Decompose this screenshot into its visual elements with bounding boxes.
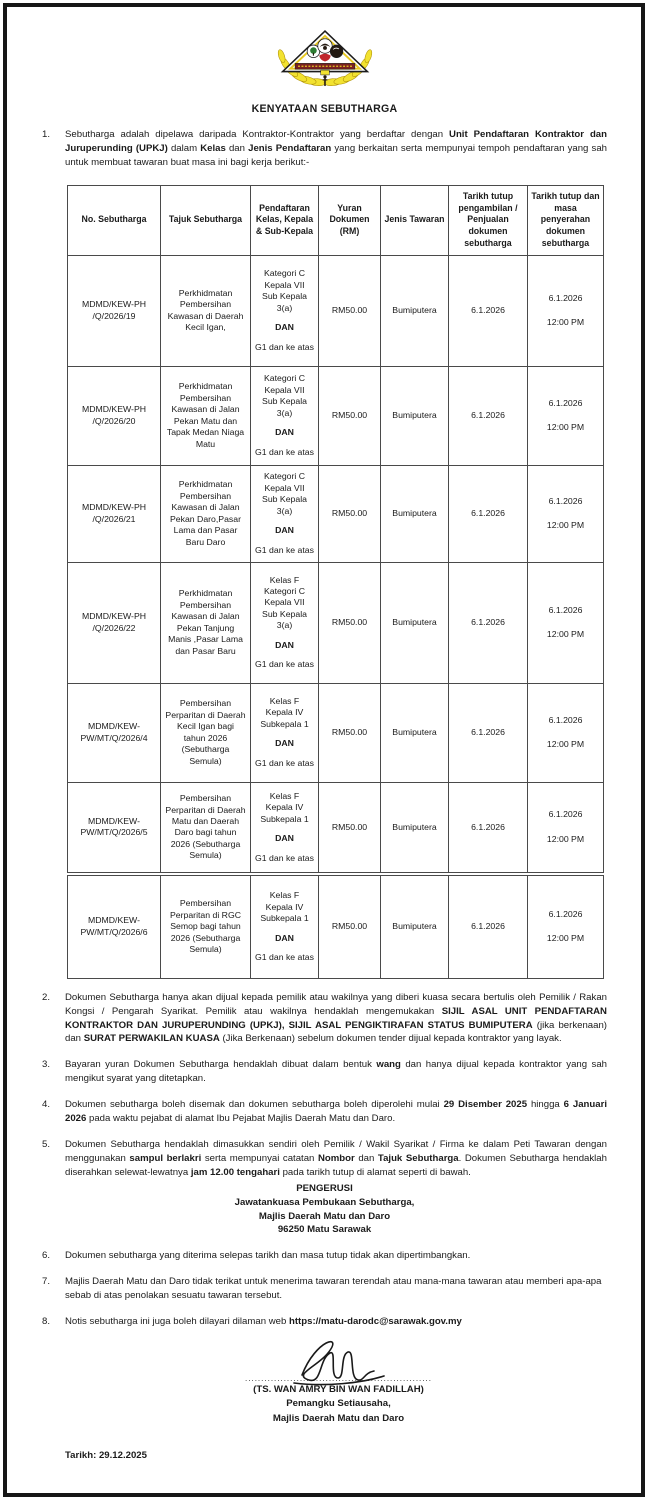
cell-no-sebutharga: MDMD/KEW-PH /Q/2026/20 <box>68 366 161 465</box>
column-header: Jenis Tawaran <box>381 185 449 255</box>
table-row <box>68 562 604 683</box>
note-item-5 <box>42 1138 607 1180</box>
intro-text: Sebutharga adalah dipelawa daripada Kontraktor-Kontraktor yang berdaftar dengan Unit Pendaftaran Kontraktor dan Juruperunding (UPKJ) dalam Kelas dan Jenis Pendaftaran yang berkaitan serta mempunyai tempoh pendaftaran yang sah untuk membuat tawaran buat masa ini bagi kerja berikut:- <box>65 129 607 168</box>
intro-number: 1. <box>42 129 51 140</box>
cell-tarikh-penyerahan: 6.1.2026 12:00 PM <box>528 255 604 366</box>
note-text: Dokumen Sebutharga hendaklah dimasukkan sendiri oleh Pemilik / Wakil Syarikat / Firma ke dalam Peti Tawaran dengan menggunakan sampul berlakri serta mempunyai catatan Nombor dan Tajuk Sebutharga. Dokumen Sebutharga hendaklah diserahkan selewat-lewatnya jam 12.00 tengahari pada tarikh tutup di alamat seperti di bawah. <box>65 1138 607 1178</box>
cell-yuran-dokumen: RM50.00 <box>319 782 381 874</box>
note-number: 8. <box>42 1316 51 1328</box>
cell-jenis-tawaran: Bumiputera <box>381 465 449 562</box>
table-row <box>68 683 604 782</box>
note-item-7 <box>42 1275 607 1303</box>
cell-pendaftaran-kelas: Kategori C Kepala VII Sub Kepala 3(a) DAN G1 dan ke atas <box>251 366 319 465</box>
cell-no-sebutharga: MDMD/KEW- PW/MT/Q/2026/4 <box>68 683 161 782</box>
page-title: KENYATAAN SEBUTHARGA <box>251 103 398 115</box>
cell-tarikh-penyerahan: 6.1.2026 12:00 PM <box>528 782 604 874</box>
cell-tajuk-sebutharga: Perkhidmatan Pembersihan Kawasan di Jalan Pekan Tanjung Manis ,Pasar Lama dan Pasar Baru <box>161 562 251 683</box>
cell-tarikh-penyerahan: 6.1.2026 12:00 PM <box>528 465 604 562</box>
date-label: Tarikh: 29.12.2025 <box>65 1450 147 1462</box>
cell-no-sebutharga: MDMD/KEW-PH /Q/2026/21 <box>68 465 161 562</box>
intro-item <box>42 128 607 170</box>
cell-tarikh-tutup-pengambilan: 6.1.2026 <box>449 874 528 978</box>
signatory-organisation: Majlis Daerah Matu dan Daro <box>272 1412 405 1424</box>
table-header-row <box>68 185 604 255</box>
cell-yuran-dokumen: RM50.00 <box>319 874 381 978</box>
column-header: Tarikh tutup pengambilan / Penjualan dokumen sebutharga <box>449 185 528 255</box>
note-number: 7. <box>42 1276 51 1288</box>
cell-tarikh-penyerahan: 6.1.2026 12:00 PM <box>528 874 604 978</box>
motto-banner-icon <box>295 63 355 75</box>
cell-tarikh-penyerahan: 6.1.2026 12:00 PM <box>528 562 604 683</box>
cell-pendaftaran-kelas: Kategori C Kepala VII Sub Kepala 3(a) DAN G1 dan ke atas <box>251 465 319 562</box>
cell-tarikh-tutup-pengambilan: 6.1.2026 <box>449 366 528 465</box>
cell-jenis-tawaran: Bumiputera <box>381 874 449 978</box>
quotation-table <box>67 185 604 979</box>
cell-no-sebutharga: MDMD/KEW-PH /Q/2026/22 <box>68 562 161 683</box>
cell-yuran-dokumen: RM50.00 <box>319 255 381 366</box>
column-header: Tajuk Sebutharga <box>161 185 251 255</box>
note-text: Notis sebutharga ini juga boleh dilayari dilaman web https://matu-darodc@sarawak.gov.my <box>65 1316 462 1328</box>
cell-yuran-dokumen: RM50.00 <box>319 562 381 683</box>
note-text: Dokumen sebutharga boleh disemak dan dokumen sebutharga boleh diperolehi mulai 29 Disember 2025 hingga 6 Januari 2026 pada waktu pejabat di alamat Ibu Pejabat Majlis Daerah Matu dan Daro. <box>65 1099 607 1125</box>
signatory-role: Pemangku Setiausaha, <box>286 1398 391 1410</box>
address-line: 96250 Matu Sarawak <box>277 1224 372 1236</box>
table-row <box>68 874 604 978</box>
note-item-6 <box>42 1249 607 1263</box>
note-item-8 <box>42 1315 607 1329</box>
note-number: 6. <box>42 1250 51 1262</box>
note-text: Bayaran yuran Dokumen Sebutharga hendaklah dibuat dalam bentuk wang dan hanya dijual kepada kontraktor yang sah mengikut syarat yang ditetapkan. <box>65 1059 607 1085</box>
signature-block <box>56 1333 621 1426</box>
column-header: No. Sebutharga <box>68 185 161 255</box>
note-item-4 <box>42 1098 607 1126</box>
council-crest-logo <box>272 28 378 92</box>
cell-jenis-tawaran: Bumiputera <box>381 366 449 465</box>
note-item-2 <box>42 991 607 1047</box>
cell-tarikh-tutup-pengambilan: 6.1.2026 <box>449 465 528 562</box>
note-text: Majlis Daerah Matu dan Daro tidak terikat untuk menerima tawaran terendah atau mana-mana tawaran atau memberi apa-apa sebab di atas penolakan sesuatu tawaran tersebut. <box>65 1276 602 1302</box>
cell-tajuk-sebutharga: Perkhidmatan Pembersihan Kawasan di Jalan Pekan Daro,Pasar Lama dan Pasar Baru Daro <box>161 465 251 562</box>
cell-no-sebutharga: MDMD/KEW- PW/MT/Q/2026/5 <box>68 782 161 874</box>
cell-jenis-tawaran: Bumiputera <box>381 683 449 782</box>
cell-tajuk-sebutharga: Pembersihan Perparitan di Daerah Matu dan Daerah Daro bagi tahun 2026 (Sebutharga Semula) <box>161 782 251 874</box>
note-number: 3. <box>42 1059 51 1071</box>
note-number: 5. <box>42 1138 51 1150</box>
notes-list <box>42 991 607 1329</box>
cell-tarikh-tutup-pengambilan: 6.1.2026 <box>449 782 528 874</box>
cell-yuran-dokumen: RM50.00 <box>319 366 381 465</box>
note-number: 2. <box>42 991 51 1003</box>
signatory-name: (TS. WAN AMRY BIN WAN FADILLAH) <box>253 1383 424 1395</box>
dotted-signature-line: .......................................................... <box>245 1373 432 1383</box>
cell-jenis-tawaran: Bumiputera <box>381 562 449 683</box>
cell-jenis-tawaran: Bumiputera <box>381 255 449 366</box>
note-text: Dokumen sebutharga yang diterima selepas tarikh dan masa tutup tidak akan dipertimbangkan. <box>65 1250 471 1262</box>
cell-tarikh-penyerahan: 6.1.2026 12:00 PM <box>528 366 604 465</box>
cell-tarikh-tutup-pengambilan: 6.1.2026 <box>449 683 528 782</box>
cell-tajuk-sebutharga: Pembersihan Perparitan di Daerah Kecil Igan bagi tahun 2026 (Sebutharga Semula) <box>161 683 251 782</box>
cell-tarikh-tutup-pengambilan: 6.1.2026 <box>449 562 528 683</box>
cell-tarikh-tutup-pengambilan: 6.1.2026 <box>449 255 528 366</box>
cell-pendaftaran-kelas: Kelas F Kepala IV Subkepala 1 DAN G1 dan ke atas <box>251 782 319 874</box>
cell-tarikh-penyerahan: 6.1.2026 12:00 PM <box>528 683 604 782</box>
cell-tajuk-sebutharga: Pembersihan Perparitan di RGC Semop bagi tahun 2026 (Sebutharga Semula) <box>161 874 251 978</box>
column-header: Pendaftaran Kelas, Kepala & Sub-Kepala <box>251 185 319 255</box>
cell-tajuk-sebutharga: Perkhidmatan Pembersihan Kawasan di Daerah Kecil Igan, <box>161 255 251 366</box>
note-text: Dokumen Sebutharga hanya akan dijual kepada pemilik atau wakilnya yang diberi kuasa secara bertulis oleh Pemilik / Rakan Kongsi / Pengarah Syarikat. Pemilik atau wakilnya hendaklah mengemukakan SIJIL ASAL UNIT PENDAFTARAN KONTRAKTOR DAN JURUPERUNDING (UPKJ), SIJIL ASAL PENGIKTIRAFAN STATUS BUMIPUTERA (jika berkenaan) dan SURAT PERWAKILAN KUASA (Jika Berkenaan) sebelum dokumen tender dijual kepada kontraktor yang layak. <box>65 991 607 1045</box>
cell-jenis-tawaran: Bumiputera <box>381 782 449 874</box>
column-header: Tarikh tutup dan masa penyerahan dokumen sebutharga <box>528 185 604 255</box>
submission-address-block <box>42 1182 607 1238</box>
note-number: 4. <box>42 1099 51 1111</box>
cell-pendaftaran-kelas: Kelas F Kepala IV Subkepala 1 DAN G1 dan ke atas <box>251 683 319 782</box>
column-header: Yuran Dokumen (RM) <box>319 185 381 255</box>
note-item-3 <box>42 1058 607 1086</box>
cell-yuran-dokumen: RM50.00 <box>319 465 381 562</box>
table-row <box>68 782 604 874</box>
table-row <box>68 366 604 465</box>
cell-tajuk-sebutharga: Perkhidmatan Pembersihan Kawasan di Jalan Pekan Matu dan Tapak Medan Niaga Matu <box>161 366 251 465</box>
cell-pendaftaran-kelas: Kelas F Kategori C Kepala VII Sub Kepala 3(a) DAN G1 dan ke atas <box>251 562 319 683</box>
cell-pendaftaran-kelas: Kategori C Kepala VII Sub Kepala 3(a) DAN G1 dan ke atas <box>251 255 319 366</box>
cell-pendaftaran-kelas: Kelas F Kepala IV Subkepala 1 DAN G1 dan ke atas <box>251 874 319 978</box>
cell-yuran-dokumen: RM50.00 <box>319 683 381 782</box>
table-row <box>68 465 604 562</box>
address-line: Jawatankuasa Pembukaan Sebutharga, <box>234 1196 415 1208</box>
address-line: PENGERUSI <box>296 1182 353 1194</box>
table-body <box>68 255 604 978</box>
table-row <box>68 255 604 366</box>
address-line: Majlis Daerah Matu dan Daro <box>258 1210 391 1222</box>
cell-no-sebutharga: MDMD/KEW-PH /Q/2026/19 <box>68 255 161 366</box>
cell-no-sebutharga: MDMD/KEW- PW/MT/Q/2026/6 <box>68 874 161 978</box>
